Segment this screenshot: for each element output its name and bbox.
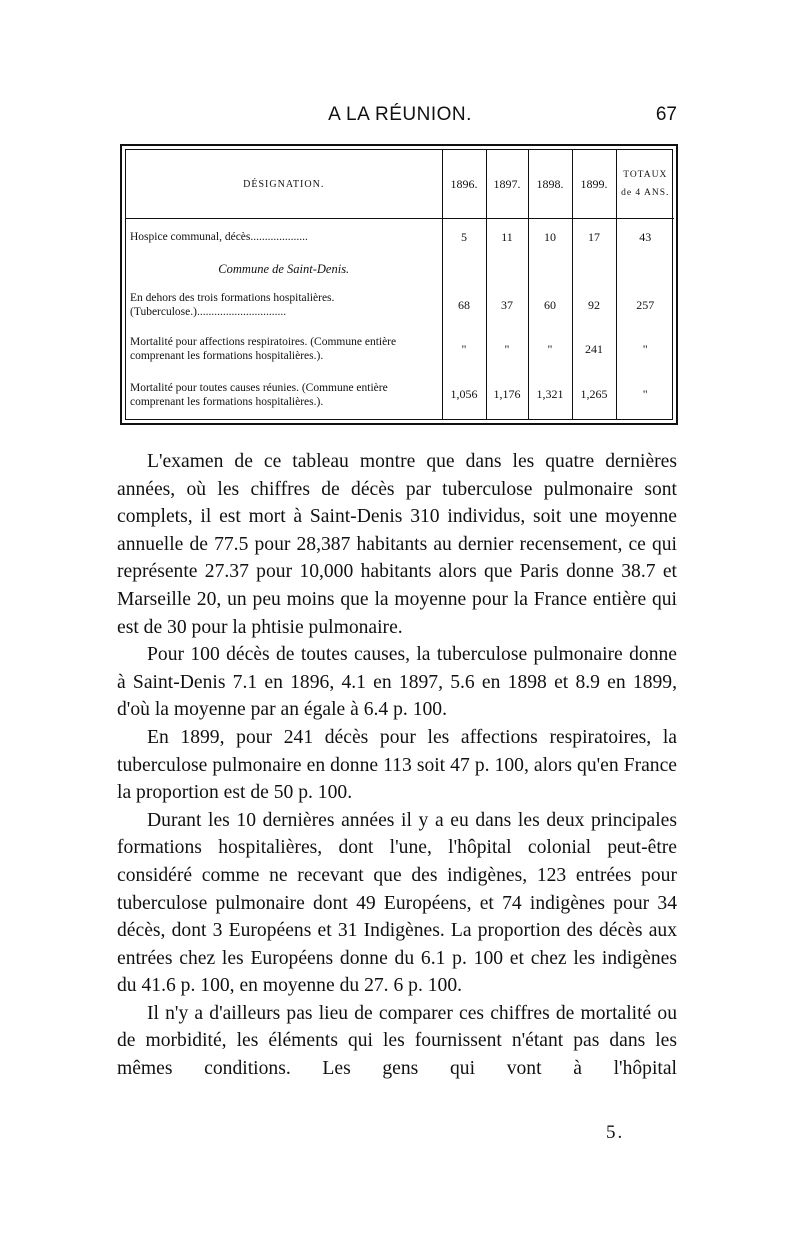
row-label: En dehors des trois formations hospitalières. (Tuberculose.)............................... bbox=[130, 292, 335, 319]
table-cell: " bbox=[616, 370, 674, 419]
table-cell: 60 bbox=[528, 282, 572, 328]
table-cell: 241 bbox=[572, 329, 616, 371]
column-header: TOTAUX de 4 ANS. bbox=[616, 150, 674, 219]
table-row bbox=[126, 329, 674, 371]
table-cell: " bbox=[616, 329, 674, 371]
table-cell: 43 bbox=[616, 219, 674, 256]
paragraph: Durant les 10 dernières années il y a eu dans les deux principales formations hospitalières, dont l'une, l'hôpital colonial peut-être considéré comme ne recevant que des indigènes, 123 entrées pour tuberculose pulmonaire dont 49 Européens, et 74 indigènes pour 34 décès, dont 3 Européens et 31 Indigènes. La proportion des décès aux entrées chez les Européens donne du 6.1 p. 100 et chez les indigènes du 41.6 p. 100, en moyenne du 27. 6 p. 100. bbox=[117, 809, 677, 997]
table-cell: 257 bbox=[616, 282, 674, 328]
column-header: 1899. bbox=[572, 150, 616, 219]
table-cell: 17 bbox=[572, 219, 616, 256]
table-cell: 1,056 bbox=[442, 370, 486, 419]
paragraph: L'examen de ce tableau montre que dans les quatre dernières années, où les chiffres de décès par tuberculose pulmonaire sont complets, il est mort à Saint-Denis 310 individus, soit une moyenne annuelle de 77.5 pour 28,387 habitants au dernier recensement, ce qui représente 27.37 pour 10,000 habitants alors que Paris donne 38.7 et Marseille 20, un peu moins que la moyenne pour la France entière qui est de 30 pour la phtisie pulmonaire. bbox=[117, 451, 677, 638]
table-header-row bbox=[126, 150, 674, 219]
body-text bbox=[117, 448, 677, 1083]
table-row bbox=[126, 219, 674, 256]
table-cell: 68 bbox=[442, 282, 486, 328]
paragraph: Il n'y a d'ailleurs pas lieu de comparer ces chiffres de mortalité ou de morbidité, les éléments qui les fournissent n'étant pas dans les mêmes conditions. Les gens qui vont à l'hôpital bbox=[117, 1002, 677, 1080]
row-label: Mortalité pour toutes causes réunies. (Commune entière comprenant les formations hospitalières.). bbox=[130, 381, 388, 408]
signature-mark: 5. bbox=[606, 1122, 625, 1143]
paragraph: En 1899, pour 241 décès pour les affections respiratoires, la tuberculose pulmonaire en donne 113 soit 47 p. 100, alors qu'en France la proportion est de 50 p. 100. bbox=[117, 726, 677, 804]
page-header bbox=[0, 98, 800, 138]
section-heading: Commune de Saint-Denis. bbox=[218, 261, 350, 276]
column-header: 1897. bbox=[486, 150, 528, 219]
table-cell: 1,176 bbox=[486, 370, 528, 419]
table-cell: " bbox=[528, 329, 572, 371]
table-section-row bbox=[126, 255, 674, 282]
table-cell: 92 bbox=[572, 282, 616, 328]
paragraph: Pour 100 décès de toutes causes, la tuberculose pulmonaire donne à Saint-Denis 7.1 en 1896, 4.1 en 1897, 5.6 en 1898 et 8.9 en 1899, d'où la moyenne par an égale à 6.4 p. 100. bbox=[117, 644, 677, 721]
table-cell: 5 bbox=[442, 219, 486, 256]
page-number: 67 bbox=[655, 104, 677, 125]
table-cell: 37 bbox=[486, 282, 528, 328]
column-header: 1896. bbox=[442, 150, 486, 219]
table-cell: 10 bbox=[528, 219, 572, 256]
table-cell: " bbox=[442, 329, 486, 371]
table-cell: 1,321 bbox=[528, 370, 572, 419]
table-row bbox=[126, 282, 674, 328]
table-row bbox=[126, 370, 674, 419]
column-header: 1898. bbox=[528, 150, 572, 219]
statistics-table bbox=[120, 144, 678, 425]
running-title: A LA RÉUNION. bbox=[328, 104, 472, 125]
column-header: DÉSIGNATION. bbox=[126, 150, 442, 219]
row-label: Mortalité pour affections respiratoires. (Commune entière comprenant les formations hospitalières.). bbox=[130, 336, 397, 363]
table-cell: 11 bbox=[486, 219, 528, 256]
mortality-table bbox=[126, 150, 674, 419]
table-cell: " bbox=[486, 329, 528, 371]
row-label: Hospice communal, décès.................... bbox=[130, 231, 308, 244]
table-cell: 1,265 bbox=[572, 370, 616, 419]
